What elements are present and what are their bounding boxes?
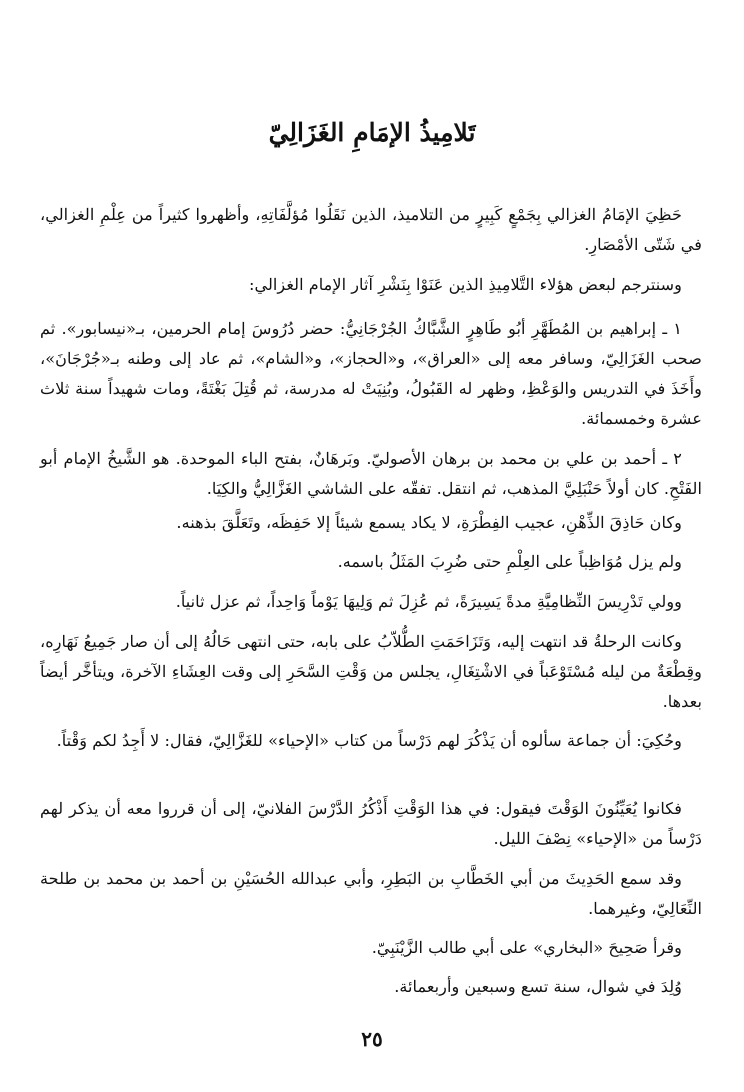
paragraph-text: فكانوا يُعَيِّنُونَ الوَقْتَ فيقول: في هذا الوَقْتِ أَذْكُرُ الدَّرْسَ الفلانيّ، إلى أن قرروا معه أن يذكر لهم دَرْساً من «الإحياء» نِصْفَ الليل. (40, 799, 702, 848)
paragraph-hadith (40, 864, 702, 924)
paragraph-diligence (40, 547, 702, 577)
paragraph-bukhari (40, 933, 702, 963)
paragraph-text: ولم يزل مُوَاظِباً على العِلْمِ حتى ضُرِبَ المَثَلُ باسمه. (337, 552, 682, 571)
paragraph-student-2 (40, 444, 702, 504)
paragraph-transition (40, 270, 702, 300)
paragraph-birth (40, 972, 702, 1002)
paragraph-text: ١ ـ إبراهيم بن المُطَهَّرِ أبُو طَاهِرٍ الشَّبَّاكُ الجُرْجَانِيُّ: حضر دُرُوسَ إمام الحرمين، بـ«نيسابور». ثم صحب الغَزَالِيّ، وسافر معه إلى «العراق»، و«الحجاز»، و«الشام»، ثم عاد إلى وطنه بـ«جُرْجَانَ»، وأَخَذَ في التدريس والوَعْظِ، وظهر له القَبُولُ، وبُنِيَتْ له مدرسة، ثم قُتِلَ بَغْتَةً، ومات شهيداً سنة ثلاث عشرة وخمسمائة. (40, 319, 702, 428)
paragraph-text: وقد سمع الحَدِيثَ من أبي الخَطَّابِ بن البَطِرِ، وأبي عبدالله الحُسَيْنِ بن أحمد بن محمد بن طلحة النِّعَالِيّ، وغيرهما. (40, 869, 702, 918)
paragraph-student-1 (40, 314, 702, 434)
paragraph-intro (40, 200, 702, 260)
paragraph-scheduled-lesson (40, 794, 702, 854)
page-number: ٢٥ (361, 1027, 383, 1051)
paragraph-text: وكانت الرحلةُ قد انتهت إليه، وَتَزَاحَمَتِ الطُّلاّبُ على بابه، حتى انتهى حَالُهُ إلى أن صار جَمِيعُ نَهَارِه، وقِطْعَةٌ من ليله مُسْتَوْعَباً في الاشْتِغَالِ، يجلس من وَقْتِ السَّحَرِ إلى وقت العِشَاءِ الآخرة، ويتأخَّر أيضاً بعدها. (40, 632, 702, 711)
paragraph-teaching (40, 587, 702, 617)
paragraph-text: وقرأ صَحِيحَ «البخاري» على أبي طالب الزَّيْنَبِيّ. (371, 938, 682, 957)
paragraph-students-crowd (40, 627, 702, 717)
paragraph-text: وحُكِيَ: أن جماعة سألوه أن يَذْكُرَ لهم دَرْساً من كتاب «الإحياء» للغَزَّالِيّ، فقال: لا أَجِدُ لكم وَقْتاً. (56, 731, 682, 750)
paragraph-text: حَظِيَ الإمَامُ الغزالي بِجَمْعٍ كَبِيرٍ من التلاميذ، الذين نَقَلُوا مُؤلَّفَاتِهِ، وأظهروا كثيراً من عِلْمِ الغزالي، في شَتّى الأمْصَارِ. (40, 205, 702, 254)
paragraph-text: وُلِدَ في شوال، سنة تسع وسبعين وأربعمائة. (394, 977, 682, 996)
page-title: تَلامِيذُ الإمَامِ الغَزَالِيّ (268, 118, 476, 147)
paragraph-text: وكان حَاذِقَ الذِّهْنِ، عجيب الفِطْرَةِ، لا يكاد يسمع شيئاً إلا حَفِظَه، وتَعَلَّقَ بذهنه. (176, 513, 682, 532)
paragraph-text: وسنترجم لبعض هؤلاء التَّلامِيذِ الذين عَنَوْا بِنَشْرِ آثار الإمام الغزالي: (249, 275, 682, 294)
paragraph-mind (40, 508, 702, 538)
paragraph-ihya-request (40, 726, 702, 756)
paragraph-text: وولي تَدْرِيسَ النِّظامِيَّةِ مدةً يَسِيرَةً، ثم عُزِلَ ثم وَلِيهَا يَوْماً وَاحِداً، ثم عزل ثانياً. (175, 592, 682, 611)
paragraph-text: ٢ ـ أحمد بن علي بن محمد بن برهان الأصوليّ. وبَرهَانٌ، بفتح الباء الموحدة. هو الشَّيخُ الإمام أبو الفَتْحِ. كان أولاً حَنْبَلِيَّ المذهب، ثم انتقل. تفقّه على الشاشي الغَزَّالِيُّ والكِيَا. (40, 449, 702, 498)
